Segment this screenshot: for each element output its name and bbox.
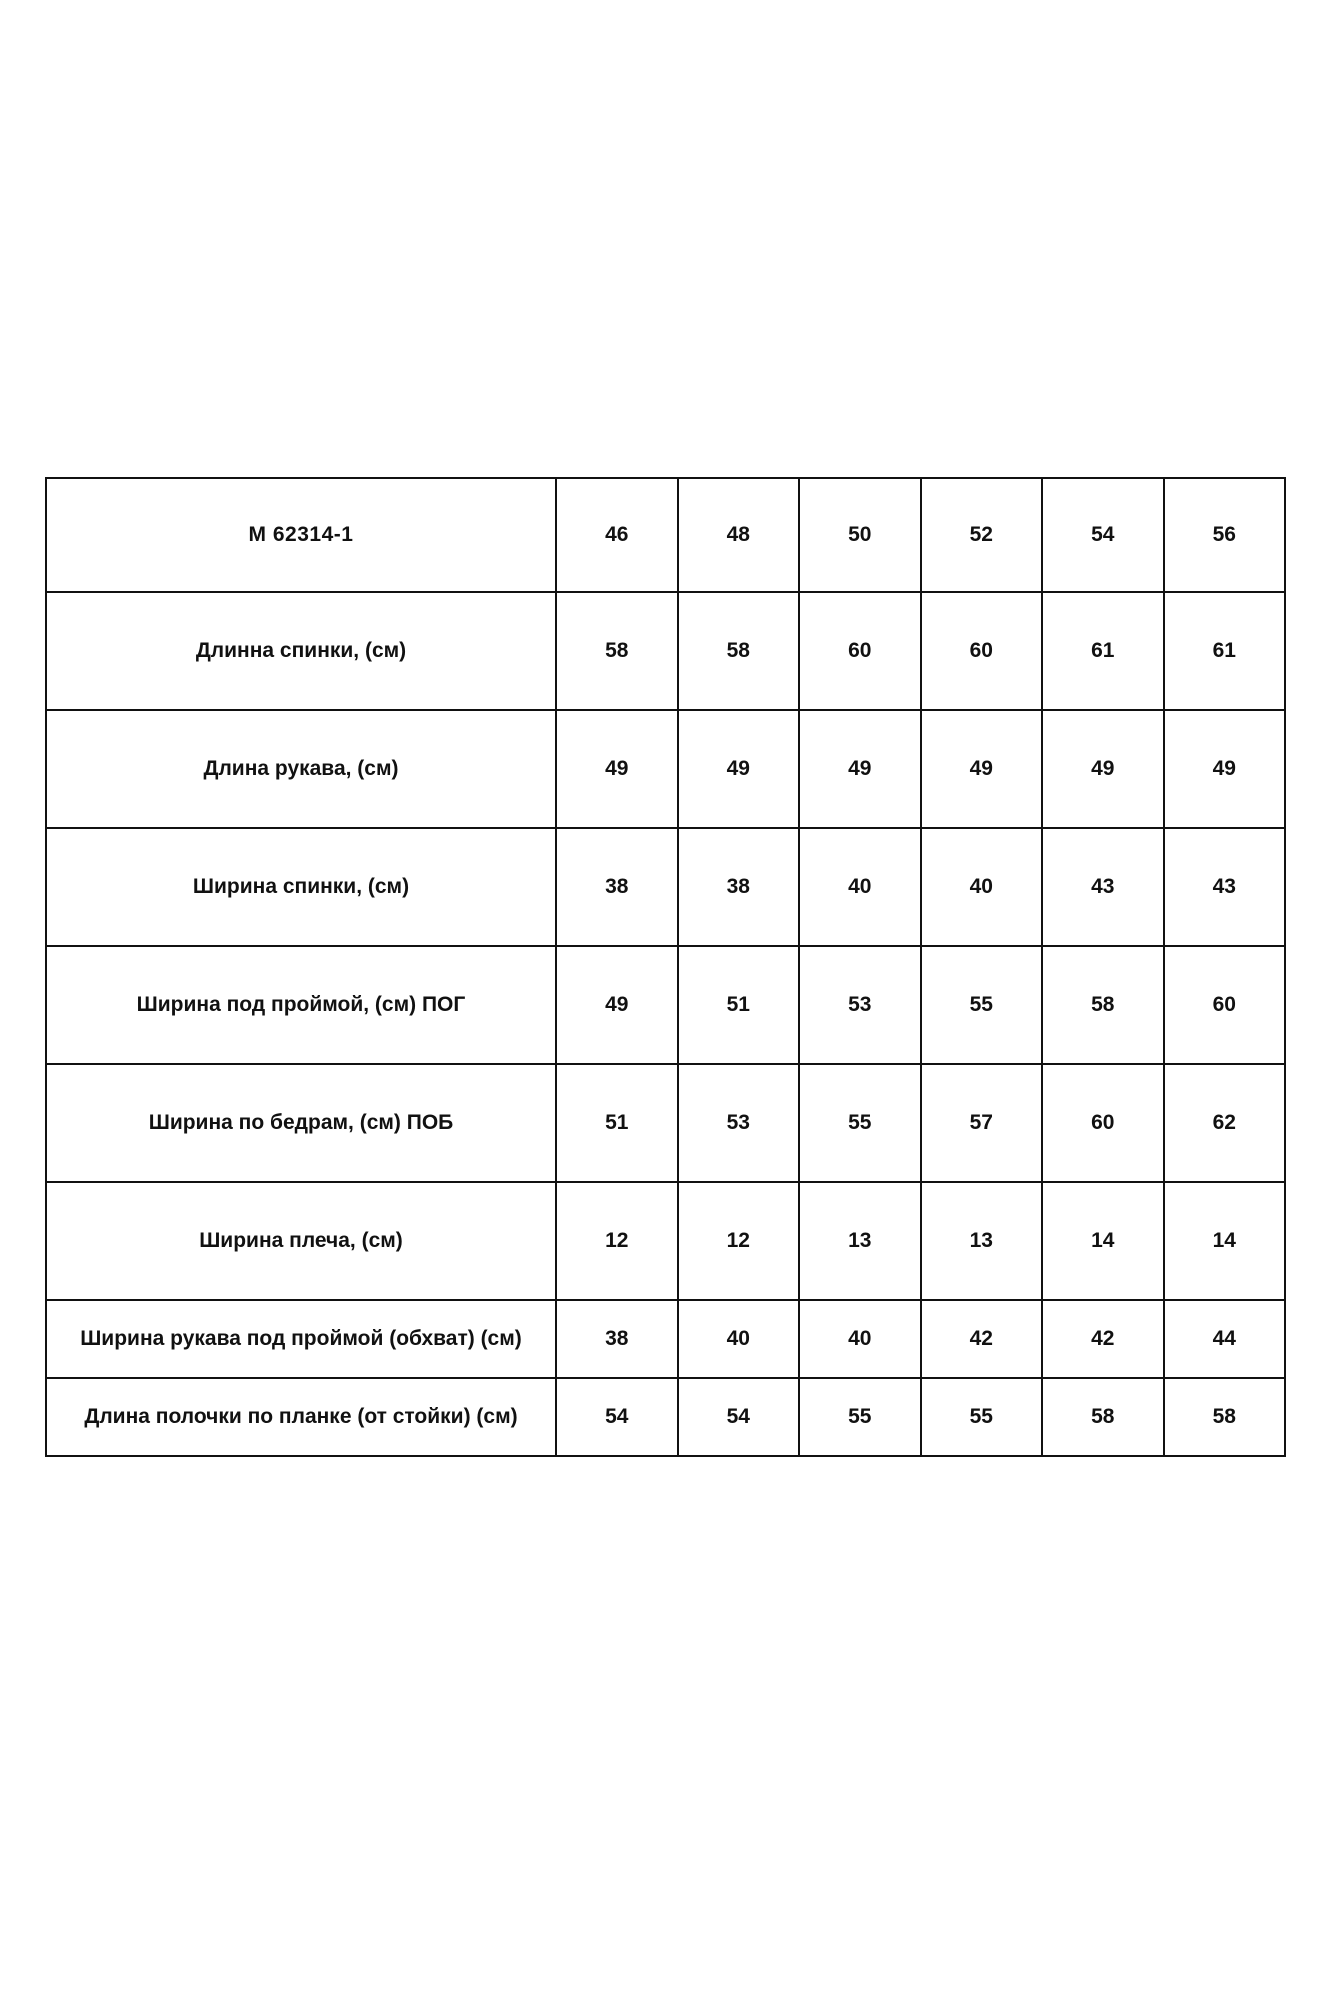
measurement-value: 60 <box>1042 1064 1164 1182</box>
measurement-value: 12 <box>678 1182 800 1300</box>
measurement-value: 53 <box>678 1064 800 1182</box>
measurement-value: 58 <box>556 592 678 710</box>
measurement-value: 49 <box>1042 710 1164 828</box>
size-header-52: 52 <box>921 478 1043 592</box>
measurement-label: Длина полочки по планке (от стойки) (см) <box>46 1378 556 1456</box>
size-chart-container <box>45 477 1285 1457</box>
measurement-value: 51 <box>678 946 800 1064</box>
table-row <box>46 592 1285 710</box>
table-row <box>46 710 1285 828</box>
measurement-value: 60 <box>799 592 921 710</box>
measurement-label: Ширина рукава под проймой (обхват) (см) <box>46 1300 556 1378</box>
measurement-value: 58 <box>678 592 800 710</box>
measurement-value: 38 <box>556 828 678 946</box>
measurement-value: 43 <box>1164 828 1286 946</box>
measurement-value: 53 <box>799 946 921 1064</box>
measurement-value: 61 <box>1042 592 1164 710</box>
measurement-value: 60 <box>921 592 1043 710</box>
measurement-value: 40 <box>921 828 1043 946</box>
measurement-value: 14 <box>1164 1182 1286 1300</box>
measurement-value: 38 <box>678 828 800 946</box>
measurement-value: 12 <box>556 1182 678 1300</box>
measurement-label: Ширина плеча, (см) <box>46 1182 556 1300</box>
measurement-value: 40 <box>799 828 921 946</box>
size-header-54: 54 <box>1042 478 1164 592</box>
measurement-value: 58 <box>1164 1378 1286 1456</box>
measurement-value: 38 <box>556 1300 678 1378</box>
measurement-value: 43 <box>1042 828 1164 946</box>
measurement-value: 58 <box>1042 946 1164 1064</box>
measurement-value: 49 <box>921 710 1043 828</box>
measurement-label: Длинна спинки, (см) <box>46 592 556 710</box>
measurement-value: 55 <box>799 1064 921 1182</box>
measurement-value: 13 <box>799 1182 921 1300</box>
table-row <box>46 1182 1285 1300</box>
measurement-label: Ширина по бедрам, (см) ПОБ <box>46 1064 556 1182</box>
table-row <box>46 946 1285 1064</box>
measurement-value: 54 <box>556 1378 678 1456</box>
measurement-value: 40 <box>678 1300 800 1378</box>
measurement-value: 14 <box>1042 1182 1164 1300</box>
measurement-value: 49 <box>556 710 678 828</box>
measurement-value: 60 <box>1164 946 1286 1064</box>
size-header-50: 50 <box>799 478 921 592</box>
size-chart-table <box>45 477 1286 1457</box>
measurement-value: 61 <box>1164 592 1286 710</box>
measurement-value: 55 <box>921 1378 1043 1456</box>
table-row <box>46 1378 1285 1456</box>
measurement-value: 49 <box>1164 710 1286 828</box>
model-name: M 62314-1 <box>46 478 556 592</box>
size-header-48: 48 <box>678 478 800 592</box>
measurement-value: 54 <box>678 1378 800 1456</box>
size-header-56: 56 <box>1164 478 1286 592</box>
measurement-value: 49 <box>556 946 678 1064</box>
measurement-value: 51 <box>556 1064 678 1182</box>
measurement-label: Ширина под проймой, (см) ПОГ <box>46 946 556 1064</box>
measurement-value: 55 <box>921 946 1043 1064</box>
measurement-value: 44 <box>1164 1300 1286 1378</box>
table-row <box>46 1300 1285 1378</box>
measurement-value: 40 <box>799 1300 921 1378</box>
table-row <box>46 1064 1285 1182</box>
measurement-value: 55 <box>799 1378 921 1456</box>
table-header-row <box>46 478 1285 592</box>
measurement-label: Длина рукава, (см) <box>46 710 556 828</box>
measurement-value: 49 <box>678 710 800 828</box>
measurement-value: 42 <box>921 1300 1043 1378</box>
measurement-value: 49 <box>799 710 921 828</box>
size-header-46: 46 <box>556 478 678 592</box>
measurement-value: 62 <box>1164 1064 1286 1182</box>
table-row <box>46 828 1285 946</box>
measurement-value: 42 <box>1042 1300 1164 1378</box>
measurement-value: 13 <box>921 1182 1043 1300</box>
measurement-value: 58 <box>1042 1378 1164 1456</box>
measurement-value: 57 <box>921 1064 1043 1182</box>
measurement-label: Ширина спинки, (см) <box>46 828 556 946</box>
